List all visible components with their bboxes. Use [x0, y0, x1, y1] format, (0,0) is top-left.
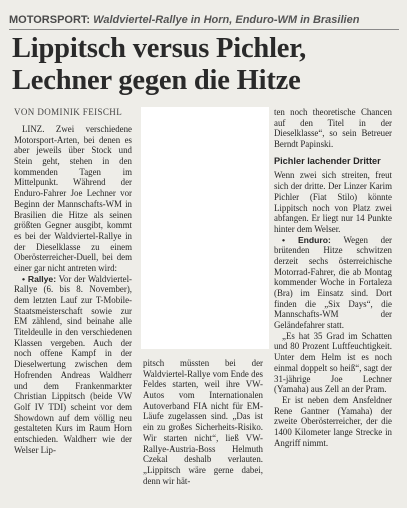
paragraph-enduro [274, 235, 392, 331]
bullet-label-enduro: • Enduro: [282, 234, 331, 245]
section-kicker [9, 14, 401, 26]
headline-line-1: Lippitsch versus Pichler, [12, 33, 307, 64]
paragraph-text: Wegen der brütenden Hitze schwitzen derzeit sechs österreichische Motorrad-Fahrer, die ab Montag kommender Woche in Fortaleza (Bra) im Einsatz sind. Dort finden die „Six Days“, die Mannschafts-WM der Geländefahrer statt. [274, 234, 392, 331]
paragraph: Wenn zwei sich streiten, freut sich der dritte. Der Linzer Karim Pichler (Fiat Stilo) könnte Lippitsch noch von Platz zwei abfangen. Er liegt nur 14 Punkte hinter dem Welser. [274, 170, 392, 234]
paragraph: ten noch theoretische Chancen auf den Titel in der Dieselklasse“, so sein Betreuer Berndt Papinski. [274, 107, 392, 150]
headline [12, 33, 402, 97]
paragraph: LINZ. Zwei verschiedene Motorsport-Arten, bei denen es aber jeweils über Stock und Stein geht, stehen in den kommenden Tagen im Mittelpunkt. Während der Enduro-Fahrer Joe Lechner vor Beginn der Mannschafts-WM in Brasilien die Hitze als seinen größten Gegner ausgibt, kommt es bei der Waldviertel-Rallye in der Dieselklasse zu einem Oberösterreicher-Duell, bei dem einer gar nicht antreten wird: [14, 124, 132, 273]
byline: VON DOMINIK FEISCHL [14, 107, 123, 117]
column-3 [274, 107, 392, 448]
bullet-label-rallye: • Rallye: [22, 273, 57, 284]
paragraph-rallye [14, 274, 132, 456]
kicker-rule [9, 29, 399, 30]
paragraph: „Es hat 35 Grad im Schatten und 80 Prozent Luftfeuchtigkeit. Unter dem Helm ist es noch einmal doppelt so heiß“, sagt der 31-jährige Joe Lechner (Yamaha) aus Zell an der Pram. [274, 330, 392, 395]
section-topics: Waldviertel-Rallye in Horn, Enduro-WM in Brasilien [93, 14, 360, 26]
paragraph: Er ist neben dem Ansfeldner Rene Gantner (Yamaha) der zweite Oberösterreicher, der die 1400 Kilometer lange Strecke in Angriff nimmt. [274, 394, 392, 448]
column-2 [143, 358, 263, 486]
photo-placeholder [141, 107, 269, 349]
paragraph-text: Vor der Waldviertel-Rallye (6. bis 8. November), dem letzten Lauf zur T-Mobile-Staatsmeisterschaft sowie zur EM zählend, sind beinahe alle Titeldeulle in den verschiedenen Klassen vergeben. Auch der noch offene Kampf in der Dieselwertung zwischen dem Hofrenden Andreas Waldherr und dem Frankenmarkter Christian Lippitsch (beide VW Golf IV TDI) scheint vor dem Showdown auf dem völlig neu gestalteten Kurs im Raum Horn entschieden. Waldherr wie der Welser Lip- [14, 273, 132, 455]
paragraph: pitsch müssten bei der Waldviertel-Rallye vom Ende des Feldes starten, weil ihre VW-Autos vom Internationalen Autoverband FIA nicht für EM-Läufe zugelassen sind. „Das ist ein zu großes Sicherheits-Risiko. Wir starten nicht“, ließ VW-Rallye-Austria-Boss Helmuth Czekal deshalb verlauten. „Lippitsch wäre gerne dabei, denn wir hät- [143, 358, 263, 486]
column-1 [14, 124, 132, 455]
headline-line-2: Lechner gegen die Hitze [12, 65, 301, 96]
section-label: MOTORSPORT: [9, 14, 91, 26]
subheading: Pichler lachender Dritter [274, 155, 381, 166]
